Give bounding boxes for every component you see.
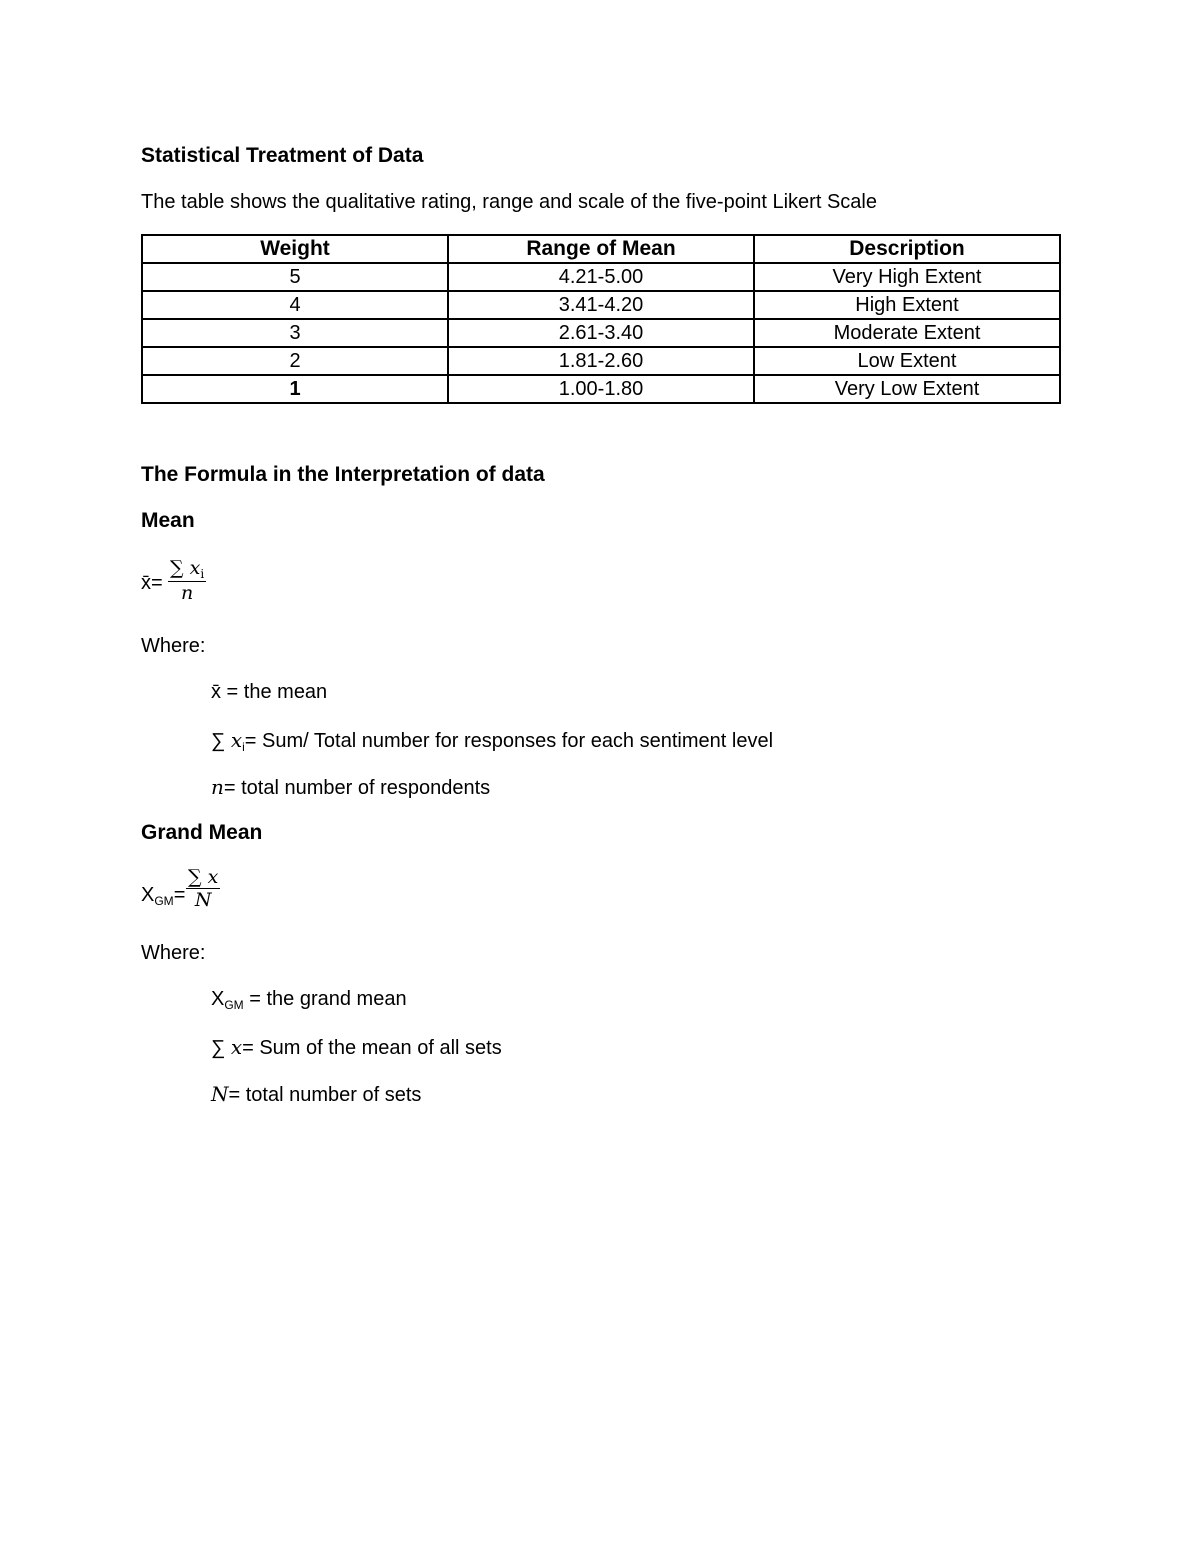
description-cell: Very High Extent — [754, 263, 1060, 291]
description-cell: Low Extent — [754, 347, 1060, 375]
weight-cell: 5 — [142, 263, 448, 291]
weight-cell: 2 — [142, 347, 448, 375]
weight-cell: 3 — [142, 319, 448, 347]
grand-mean-where-label: Where: — [141, 942, 206, 964]
variable: x — [230, 1035, 243, 1059]
range-cell: 1.00-1.80 — [448, 375, 754, 403]
grand-mean-definition-sum — [211, 1035, 502, 1060]
definition-text: = Sum of the mean of all sets — [242, 1037, 502, 1059]
intro-paragraph: The table shows the qualitative rating, range and scale of the five-point Likert Scale — [141, 191, 877, 213]
range-cell: 4.21-5.00 — [448, 263, 754, 291]
definition-text: = total number of sets — [228, 1084, 422, 1106]
lhs-subscript: GM — [154, 894, 174, 908]
definition-text: = total number of respondents — [223, 777, 491, 799]
variable: N — [211, 1082, 229, 1106]
sigma-symbol: ∑ — [211, 730, 226, 752]
subscript: GM — [224, 998, 244, 1012]
variable: x — [230, 728, 243, 752]
table-row — [142, 291, 1060, 319]
mean-where-label: Where: — [141, 635, 206, 657]
formula-section-heading: The Formula in the Interpretation of data — [141, 463, 545, 486]
lhs-variable: X — [141, 884, 155, 906]
page-title: Statistical Treatment of Data — [141, 144, 424, 167]
equals-sign: = — [173, 884, 186, 906]
grand-mean-heading: Grand Mean — [141, 821, 263, 844]
sigma-symbol: ∑ — [211, 1037, 226, 1059]
description-cell: High Extent — [754, 291, 1060, 319]
grand-mean-definition-xgm — [211, 988, 407, 1012]
column-header-description: Description — [754, 235, 1060, 263]
numerator-variable: x — [207, 866, 219, 888]
subscript: i — [242, 740, 245, 754]
sigma-symbol: ∑ — [188, 866, 202, 888]
description-cell: Very Low Extent — [754, 375, 1060, 403]
variable: X — [211, 988, 225, 1010]
grand-mean-definition-N — [211, 1082, 421, 1107]
numerator-subscript: i — [200, 567, 205, 581]
column-header-range: Range of Mean — [448, 235, 754, 263]
column-header-weight: Weight — [142, 235, 448, 263]
grand-mean-formula-denominator: N — [186, 888, 220, 911]
range-cell: 3.41-4.20 — [448, 291, 754, 319]
weight-cell: 4 — [142, 291, 448, 319]
mean-formula-numerator — [168, 557, 206, 581]
definition-text: = the grand mean — [243, 988, 407, 1010]
mean-formula-lhs: x̄= — [141, 572, 163, 594]
mean-definition-xbar — [211, 681, 327, 704]
definition-text: = Sum/ Total number for responses for each sentiment level — [244, 730, 774, 752]
numerator-variable: x — [189, 557, 201, 579]
grand-mean-formula-lhs — [141, 884, 185, 908]
weight-cell: 1 — [142, 375, 448, 403]
definition-text: = the mean — [221, 681, 328, 703]
grand-mean-formula-numerator — [186, 866, 220, 888]
table-header-row — [142, 235, 1060, 263]
variable: n — [211, 775, 224, 799]
sigma-symbol: ∑ — [170, 557, 184, 579]
table-row — [142, 347, 1060, 375]
mean-definition-sum — [211, 728, 773, 754]
likert-scale-table — [141, 234, 1061, 404]
range-cell: 1.81-2.60 — [448, 347, 754, 375]
grand-mean-formula-fraction — [186, 866, 220, 911]
mean-formula-denominator: n — [168, 581, 206, 604]
mean-heading: Mean — [141, 509, 195, 532]
table-row — [142, 375, 1060, 403]
mean-definition-n — [211, 775, 490, 800]
xbar-symbol: x̄ — [211, 681, 221, 703]
table-row — [142, 319, 1060, 347]
range-cell: 2.61-3.40 — [448, 319, 754, 347]
mean-formula-fraction — [168, 557, 206, 604]
description-cell: Moderate Extent — [754, 319, 1060, 347]
table-row — [142, 263, 1060, 291]
